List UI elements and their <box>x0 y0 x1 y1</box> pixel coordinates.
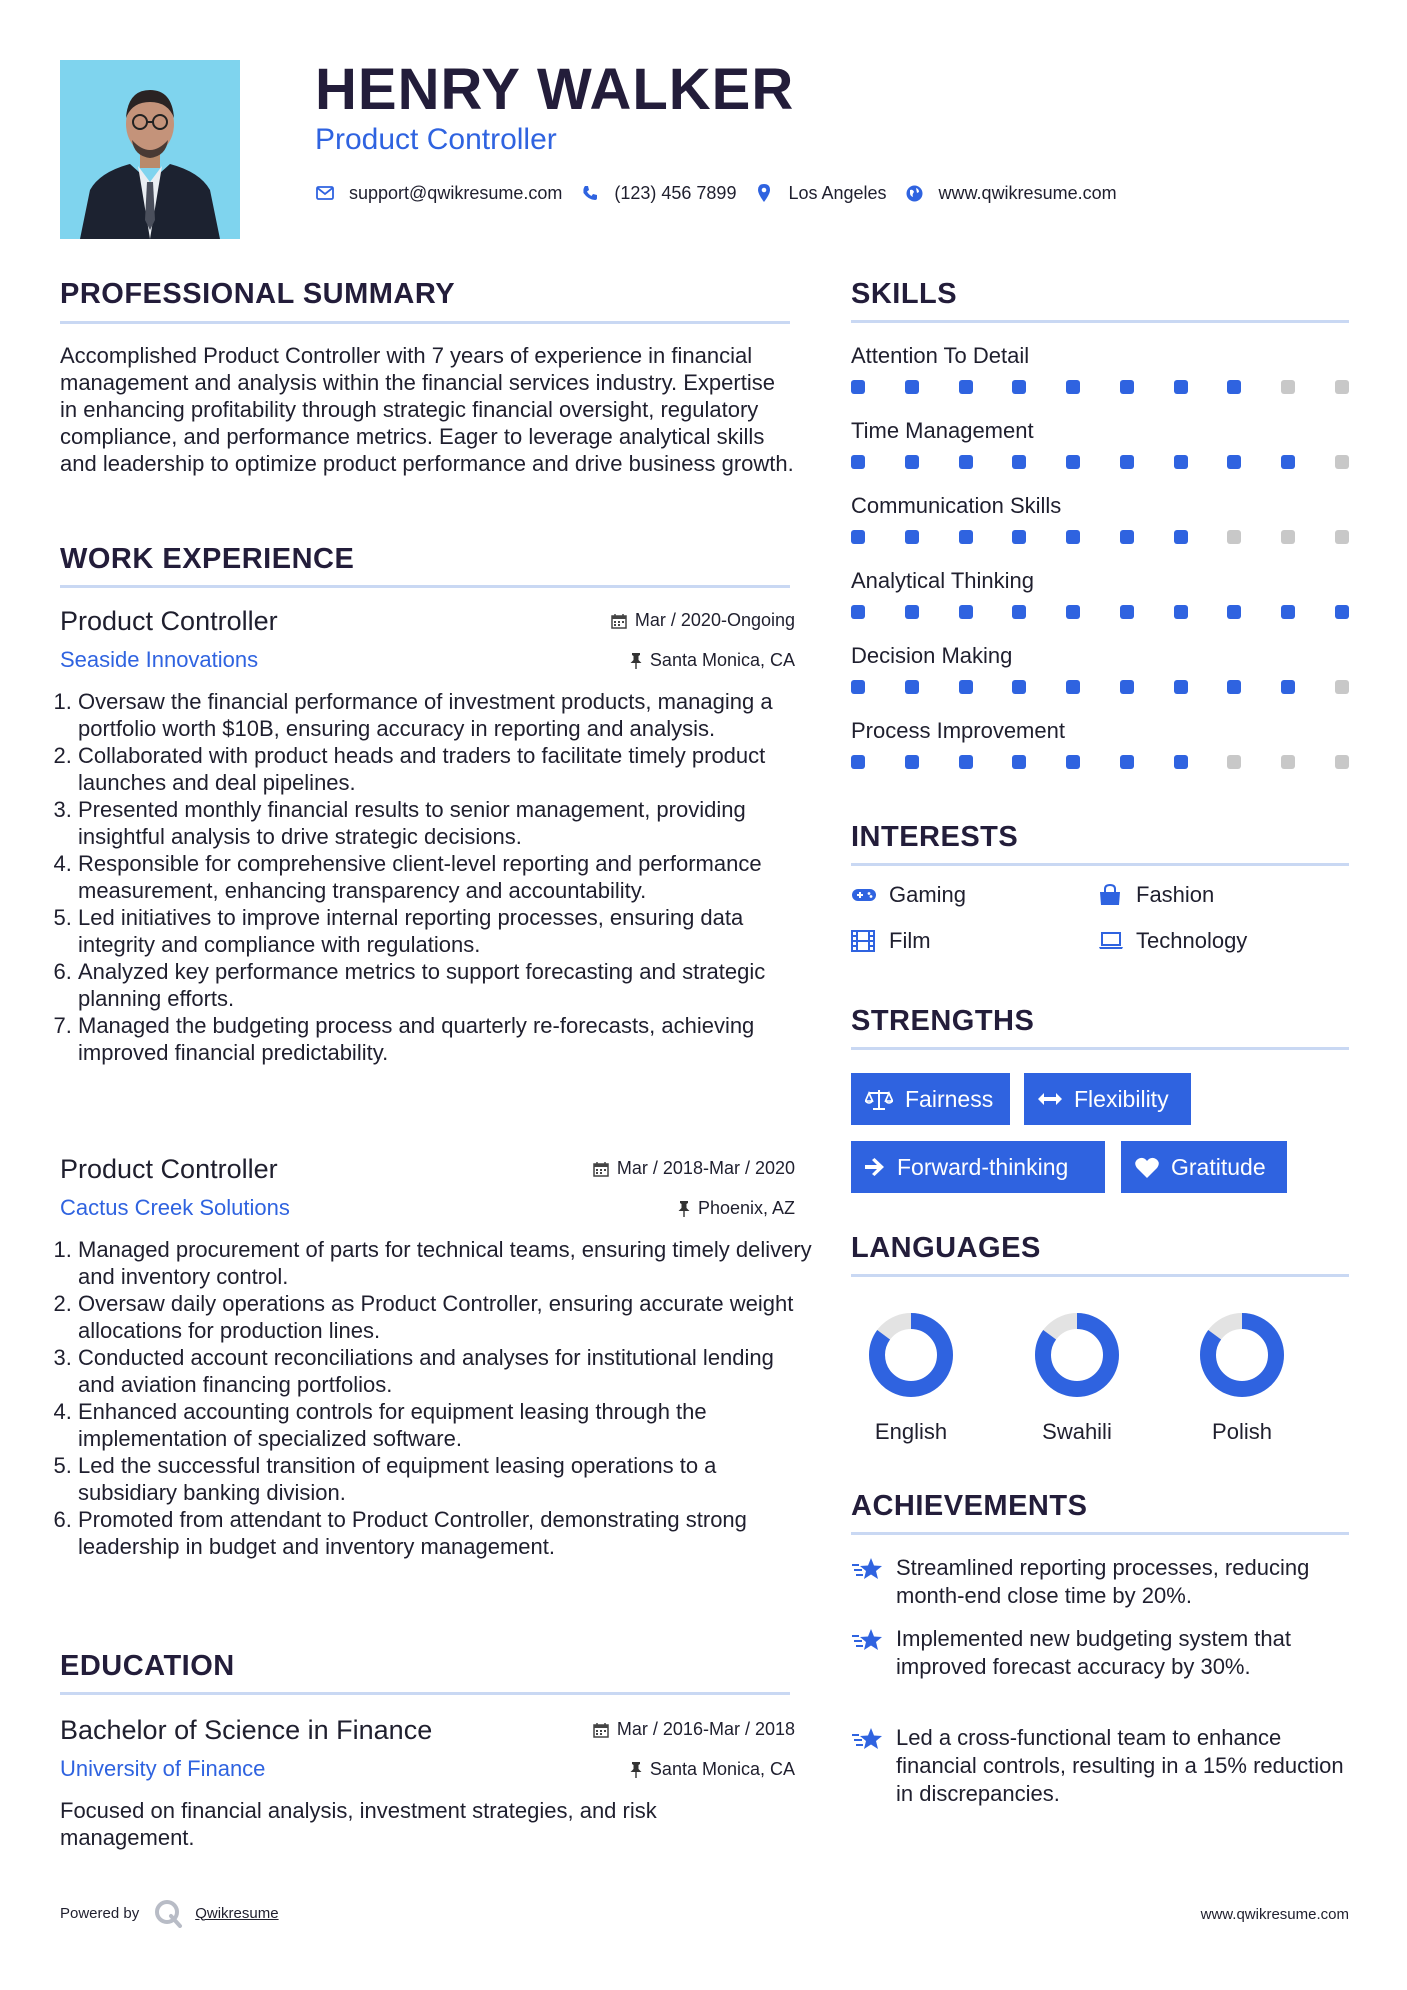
skill-dot-filled <box>1227 680 1241 694</box>
powered-by-label: Powered by <box>60 1904 140 1922</box>
calendar-icon <box>593 1161 609 1177</box>
skill-dot-filled <box>1066 380 1080 394</box>
contact-phone[interactable] <box>580 183 736 204</box>
brand-link[interactable]: Qwikresume <box>195 1904 279 1922</box>
list-item: 1. Oversaw the financial performance of investment products, managing a portfolio worth $10B, ensuring accuracy in reporting and analysis. <box>78 688 813 742</box>
skill-dot-filled <box>1227 605 1241 619</box>
achievement-item <box>851 1554 1351 1610</box>
skill-dot-empty <box>1281 530 1295 544</box>
arrows-horizontal-icon <box>1038 1092 1062 1106</box>
powered-by <box>60 1898 279 1928</box>
skill-dot-empty <box>1227 755 1241 769</box>
website-text[interactable]: www.qwikresume.com <box>938 182 1117 203</box>
skill-dot-filled <box>851 680 865 694</box>
interest-item <box>851 882 966 908</box>
list-item: 5. Led initiatives to improve internal reporting processes, ensuring data integrity and compliance with regulations. <box>78 904 813 958</box>
interest-label: Gaming <box>889 882 967 907</box>
skill-dot-filled <box>1066 680 1080 694</box>
skill-dot-filled <box>959 455 973 469</box>
candidate-name: HENRY WALKER <box>315 57 795 122</box>
job-entry <box>60 604 795 1124</box>
globe-icon <box>905 183 925 203</box>
language-item <box>1182 1310 1302 1445</box>
shooting-star-icon <box>851 1554 883 1610</box>
job-bullets <box>60 1236 813 1560</box>
skill-dot-filled <box>851 755 865 769</box>
education-divider <box>60 1692 790 1695</box>
skill-dot-filled <box>1120 380 1134 394</box>
skill-dot-filled <box>1120 530 1134 544</box>
skill-dot-filled <box>1174 380 1188 394</box>
education-location <box>630 1759 795 1780</box>
footer-website[interactable]: www.qwikresume.com <box>1200 1906 1349 1923</box>
list-item: 6. Analyzed key performance metrics to support forecasting and strategic planning efforts. <box>78 958 813 1012</box>
skill-dot-filled <box>1174 455 1188 469</box>
skill-dot-filled <box>851 380 865 394</box>
achievement-item <box>851 1625 1351 1681</box>
strength-label: Flexibility <box>1074 1085 1169 1112</box>
language-label: Polish <box>1212 1419 1272 1444</box>
location-text: Los Angeles <box>788 182 887 203</box>
interest-label: Technology <box>1136 928 1248 953</box>
language-label: Swahili <box>1042 1419 1112 1444</box>
contact-email[interactable] <box>315 183 562 204</box>
language-donut <box>1197 1310 1287 1400</box>
job-date <box>593 1158 795 1179</box>
list-item: 3. Conducted account reconciliations and analyses for institutional lending and aviation financing portfolios. <box>78 1344 813 1398</box>
profile-photo <box>60 60 240 239</box>
strength-badge <box>851 1073 1010 1125</box>
education-heading: EDUCATION <box>60 1650 235 1682</box>
list-item: 2. Oversaw daily operations as Product Controller, ensuring accurate weight allocations for production lines. <box>78 1290 813 1344</box>
skill-dot-filled <box>1227 455 1241 469</box>
skill-dot-filled <box>1227 380 1241 394</box>
film-icon <box>851 930 877 952</box>
job-title: Product Controller <box>60 606 278 636</box>
skill-dot-empty <box>1335 380 1349 394</box>
skill-dot-filled <box>1066 455 1080 469</box>
phone-text[interactable]: (123) 456 7899 <box>614 182 737 203</box>
language-item <box>851 1310 971 1445</box>
phone-icon <box>580 183 600 203</box>
skill-dot-filled <box>1335 605 1349 619</box>
strengths-heading: STRENGTHS <box>851 1005 1035 1037</box>
language-donut <box>1032 1310 1122 1400</box>
pushpin-icon <box>630 1762 642 1778</box>
school-name: University of Finance <box>60 1756 266 1781</box>
skill-dot-filled <box>905 605 919 619</box>
strengths-divider <box>851 1047 1349 1050</box>
skill-dot-empty <box>1335 680 1349 694</box>
skill-dot-filled <box>905 455 919 469</box>
skill-dot-filled <box>959 755 973 769</box>
job-company: Seaside Innovations <box>60 647 259 672</box>
list-item: 5. Led the successful transition of equipment leasing operations to a subsidiary banking division. <box>78 1452 813 1506</box>
arrow-right-icon <box>865 1158 885 1176</box>
skill-dot-filled <box>959 530 973 544</box>
envelope-icon <box>315 183 335 203</box>
skill-dot-empty <box>1335 530 1349 544</box>
gamepad-icon <box>851 887 877 903</box>
languages-heading: LANGUAGES <box>851 1232 1041 1264</box>
skill-dot-filled <box>1281 680 1295 694</box>
heart-icon <box>1135 1157 1159 1178</box>
interest-item <box>1098 882 1214 908</box>
education-location-text: Santa Monica, CA <box>649 1759 795 1779</box>
achievement-text: Led a cross-functional team to enhance financial controls, resulting in a 15% reduction in discrepancies. <box>896 1725 1344 1806</box>
qwikresume-logo-icon <box>153 1898 183 1928</box>
list-item: 6. Promoted from attendant to Product Controller, demonstrating strong leadership in budget and inventory management. <box>78 1506 813 1560</box>
calendar-icon <box>611 613 627 629</box>
strength-label: Forward-thinking <box>897 1153 1069 1180</box>
achievement-text: Streamlined reporting processes, reducing month-end close time by 20%. <box>896 1555 1310 1608</box>
skill-dot-filled <box>1120 755 1134 769</box>
skill-dot-filled <box>1174 530 1188 544</box>
skill-dot-filled <box>959 680 973 694</box>
contact-bar <box>315 178 1135 208</box>
skill-dot-filled <box>1066 605 1080 619</box>
skill-name: Attention To Detail <box>851 343 1030 368</box>
skill-dot-filled <box>1174 605 1188 619</box>
language-item <box>1017 1310 1137 1445</box>
experience-heading: WORK EXPERIENCE <box>60 543 355 575</box>
summary-text: Accomplished Product Controller with 7 years of experience in financial management and analysis within the financial services industry. Expertise in enhancing profitability through strategic financial oversight, regulatory compliance, and performance metrics. Eager to leverage analytical skills and leadership to optimize product performance and drive business growth. <box>60 343 794 476</box>
education-date <box>593 1719 795 1740</box>
skill-name: Decision Making <box>851 643 1013 668</box>
skill-dot-filled <box>905 530 919 544</box>
achievements-divider <box>851 1532 1349 1535</box>
skill-dot-filled <box>1120 680 1134 694</box>
strength-label: Gratitude <box>1171 1153 1266 1180</box>
skill-row <box>851 717 1349 745</box>
job-company: Cactus Creek Solutions <box>60 1195 290 1220</box>
calendar-icon <box>593 1722 609 1738</box>
skill-row <box>851 492 1349 520</box>
skill-dot-filled <box>1012 455 1026 469</box>
skill-dot-filled <box>905 380 919 394</box>
job-location-text: Santa Monica, CA <box>649 650 795 670</box>
skill-dot-filled <box>1120 605 1134 619</box>
interests-heading: INTERESTS <box>851 821 1019 853</box>
strength-badge <box>1121 1141 1287 1193</box>
skill-dot-filled <box>1012 755 1026 769</box>
skill-dot-empty <box>1281 755 1295 769</box>
skill-row <box>851 417 1349 445</box>
interest-item <box>1098 928 1247 954</box>
skill-dot-filled <box>1012 680 1026 694</box>
list-item: 4. Enhanced accounting controls for equipment leasing through the implementation of specialized software. <box>78 1398 813 1452</box>
job-location <box>630 650 795 671</box>
skill-dot-filled <box>1281 455 1295 469</box>
skill-dot-filled <box>1066 530 1080 544</box>
laptop-icon <box>1098 931 1124 951</box>
skill-rating <box>851 530 1349 544</box>
language-label: English <box>874 1419 948 1444</box>
interest-label: Film <box>889 928 931 953</box>
languages-divider <box>851 1274 1349 1277</box>
skill-rating <box>851 755 1349 769</box>
shopping-bag-icon <box>1098 884 1124 906</box>
job-date-text: Mar / 2020-Ongoing <box>634 610 795 630</box>
summary-divider <box>60 321 790 324</box>
map-pin-icon <box>754 183 774 203</box>
experience-divider <box>60 585 790 588</box>
skill-rating <box>851 455 1349 469</box>
skill-name: Process Improvement <box>851 718 1065 743</box>
skill-rating <box>851 680 1349 694</box>
job-location <box>678 1198 795 1219</box>
skill-dot-filled <box>905 680 919 694</box>
skill-name: Time Management <box>851 418 1034 443</box>
skill-dot-filled <box>1012 605 1026 619</box>
candidate-title: Product Controller <box>315 123 557 156</box>
skill-dot-filled <box>1012 380 1026 394</box>
shooting-star-icon <box>851 1724 883 1808</box>
skill-rating <box>851 605 1349 619</box>
summary-heading: PROFESSIONAL SUMMARY <box>60 278 456 310</box>
strength-label: Fairness <box>905 1085 994 1112</box>
balance-scale-icon <box>865 1088 893 1110</box>
pushpin-icon <box>630 653 642 669</box>
interests-divider <box>851 863 1349 866</box>
education-entry <box>60 1713 795 1873</box>
skill-dot-filled <box>1066 755 1080 769</box>
achievements-heading: ACHIEVEMENTS <box>851 1490 1088 1522</box>
skill-row <box>851 642 1349 670</box>
skills-divider <box>851 320 1349 323</box>
job-location-text: Phoenix, AZ <box>697 1198 795 1218</box>
skill-dot-filled <box>1174 755 1188 769</box>
skill-row <box>851 567 1349 595</box>
education-date-text: Mar / 2016-Mar / 2018 <box>616 1719 795 1739</box>
shooting-star-icon <box>851 1625 883 1681</box>
job-bullets <box>60 688 813 1066</box>
skills-heading: SKILLS <box>851 278 958 310</box>
list-item: 1. Managed procurement of parts for technical teams, ensuring timely delivery and inventory control. <box>78 1236 813 1290</box>
skill-dot-filled <box>1012 530 1026 544</box>
list-item: 3. Presented monthly financial results to senior management, providing insightful analysis to drive strategic decisions. <box>78 796 813 850</box>
skill-dot-empty <box>1227 530 1241 544</box>
skill-dot-filled <box>905 755 919 769</box>
interest-label: Fashion <box>1136 882 1215 907</box>
skill-dot-filled <box>1281 605 1295 619</box>
job-title: Product Controller <box>60 1154 278 1184</box>
job-date <box>611 610 795 631</box>
degree-title: Bachelor of Science in Finance <box>60 1715 433 1745</box>
skill-dot-filled <box>851 455 865 469</box>
achievement-text: Implemented new budgeting system that improved forecast accuracy by 30%. <box>896 1626 1292 1679</box>
skill-dot-filled <box>851 530 865 544</box>
skill-dot-empty <box>1335 755 1349 769</box>
contact-location <box>754 183 886 204</box>
contact-website[interactable] <box>905 183 1117 204</box>
skill-dot-empty <box>1335 455 1349 469</box>
pushpin-icon <box>678 1201 690 1217</box>
skill-dot-empty <box>1281 380 1295 394</box>
skill-dot-filled <box>851 605 865 619</box>
email-text[interactable]: support@qwikresume.com <box>349 182 563 203</box>
skill-dot-filled <box>1174 680 1188 694</box>
achievement-item <box>851 1724 1351 1808</box>
skill-row <box>851 342 1349 370</box>
skill-dot-filled <box>959 605 973 619</box>
skill-dot-filled <box>959 380 973 394</box>
strength-badge <box>1024 1073 1191 1125</box>
strength-badge <box>851 1141 1105 1193</box>
skill-name: Analytical Thinking <box>851 568 1035 593</box>
skill-rating <box>851 380 1349 394</box>
education-description: Focused on financial analysis, investment strategies, and risk management. <box>60 1798 657 1850</box>
list-item: 7. Managed the budgeting process and quarterly re-forecasts, achieving improved financial predictability. <box>78 1012 813 1066</box>
job-entry <box>60 1152 812 1602</box>
list-item: 4. Responsible for comprehensive client-level reporting and performance measurement, enhancing transparency and accountability. <box>78 850 813 904</box>
job-date-text: Mar / 2018-Mar / 2020 <box>616 1158 795 1178</box>
skill-dot-filled <box>1120 455 1134 469</box>
language-donut <box>866 1310 956 1400</box>
list-item: 2. Collaborated with product heads and traders to facilitate timely product launches and deal pipelines. <box>78 742 813 796</box>
interest-item <box>851 928 931 954</box>
skill-name: Communication Skills <box>851 493 1062 518</box>
